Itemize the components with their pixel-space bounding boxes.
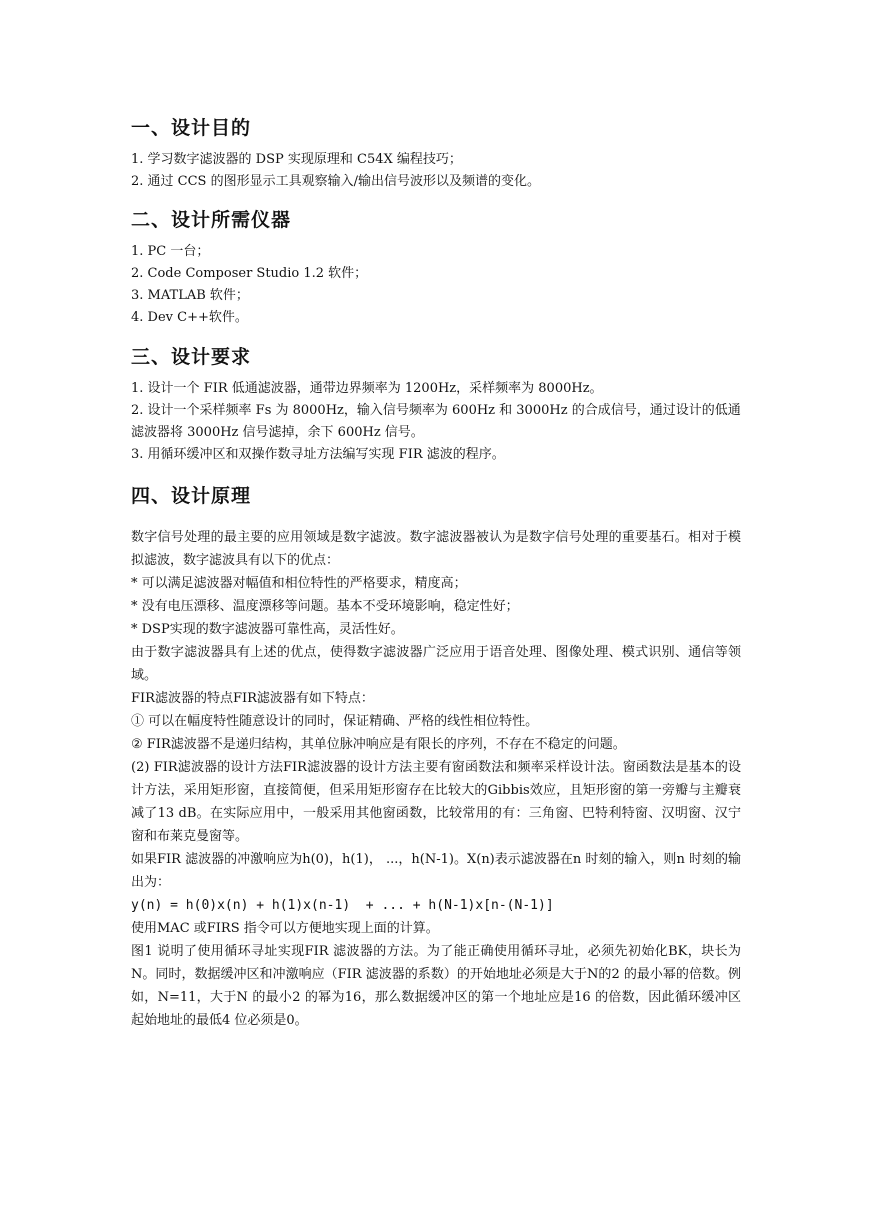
list-item: 1. 设计一个 FIR 低通滤波器，通带边界频率为 1200Hz，采样频率为 8000Hz。 — [131, 381, 603, 396]
list-item: 2. Code Composer Studio 1.2 软件； — [131, 266, 368, 281]
document-content — [131, 116, 741, 1032]
list-item: 1. 学习数字滤波器的 DSP 实现原理和 C54X 编程技巧； — [131, 152, 462, 167]
bullet-paragraph: * DSP实现的数字滤波器可靠性高，灵活性好。 — [131, 622, 404, 637]
list-item: 2. 通过 CCS 的图形显示工具观察输入/输出信号波形以及频谱的变化。 — [131, 174, 540, 189]
list-item: 1. PC 一台； — [131, 244, 210, 259]
paragraph: (2) FIR滤波器的设计方法FIR滤波器的设计方法主要有窗函数法和频率采样设计法。窗函数法是基本的设计方法，采用矩形窗，直接简便，但采用矩形窗存在比较大的Gibbis效应，且矩形窗的第一旁瓣与主瓣衰减了13 dB。在实际应用中，一般采用其他窗函数，比较常用的有：三角窗、巴特利特窗、汉明窗、汉宁窗和布莱克曼窗等。 — [131, 760, 741, 844]
section-title-requirements: 三、设计要求 — [131, 346, 252, 368]
list-item: 3. 用循环缓冲区和双操作数寻址方法编写实现 FIR 滤波的程序。 — [131, 447, 505, 462]
bullet-paragraph: * 可以满足滤波器对幅值和相位特性的严格要求，精度高； — [131, 576, 467, 591]
paragraph: 数字信号处理的最主要的应用领域是数字滤波。数字滤波器被认为是数字信号处理的重要基石。相对于模拟滤波，数字滤波具有以下的优点： — [131, 530, 741, 568]
principle-body — [131, 526, 741, 1032]
bullet-paragraph: * 没有电压漂移、温度漂移等问题。基本不受环境影响，稳定性好； — [131, 599, 519, 614]
section-title-purpose: 一、设计目的 — [131, 117, 252, 139]
requirements-list — [131, 378, 741, 466]
paragraph: 图1 说明了使用循环寻址实现FIR 滤波器的方法。为了能正确使用循环寻址，必须先初始化BK，块长为N。同时，数据缓冲区和冲激响应（FIR 滤波器的系数）的开始地址必须是大于N的2 的最小幂的倍数。例如，N=11，大于N 的最小2 的幂为16，那么数据缓冲区的第一个地址应是16 的倍数，因此循环缓冲区起始地址的最低4 位必须是0。 — [131, 944, 741, 1028]
paragraph: 使用MAC 或FIRS 指令可以方便地实现上面的计算。 — [131, 921, 439, 936]
paragraph: 由于数字滤波器具有上述的优点，使得数字滤波器广泛应用于语音处理、图像处理、模式识别、通信等领域。 — [131, 645, 741, 683]
section-title-instruments: 二、设计所需仪器 — [131, 209, 292, 231]
list-item: 4. Dev C++软件。 — [131, 310, 248, 325]
formula: y(n) = h(0)x(n) + h(1)x(n-1) + ... + h(N-1)x[n-(N-1)] — [131, 898, 554, 913]
paragraph: 如果FIR 滤波器的冲激响应为h(0)，h(1)， ...，h(N-1)。X(n)表示滤波器在n 时刻的输入，则n 时刻的输出为： — [131, 852, 741, 890]
paragraph: FIR滤波器的特点FIR滤波器有如下特点： — [131, 691, 374, 706]
list-item: 2. 设计一个采样频率 Fs 为 8000Hz，输入信号频率为 600Hz 和 3000Hz 的合成信号，通过设计的低通滤波器将 3000Hz 信号滤掉，余下 600Hz 信号。 — [131, 403, 741, 440]
list-item: 3. MATLAB 软件； — [131, 288, 249, 303]
numbered-paragraph: ② FIR滤波器不是递归结构，其单位脉冲响应是有限长的序列，不存在不稳定的问题。 — [131, 737, 626, 752]
section-title-principle: 四、设计原理 — [131, 485, 252, 507]
purpose-list — [131, 149, 741, 193]
instruments-list — [131, 241, 741, 329]
numbered-paragraph: ① 可以在幅度特性随意设计的同时，保证精确、严格的线性相位特性。 — [131, 714, 539, 729]
